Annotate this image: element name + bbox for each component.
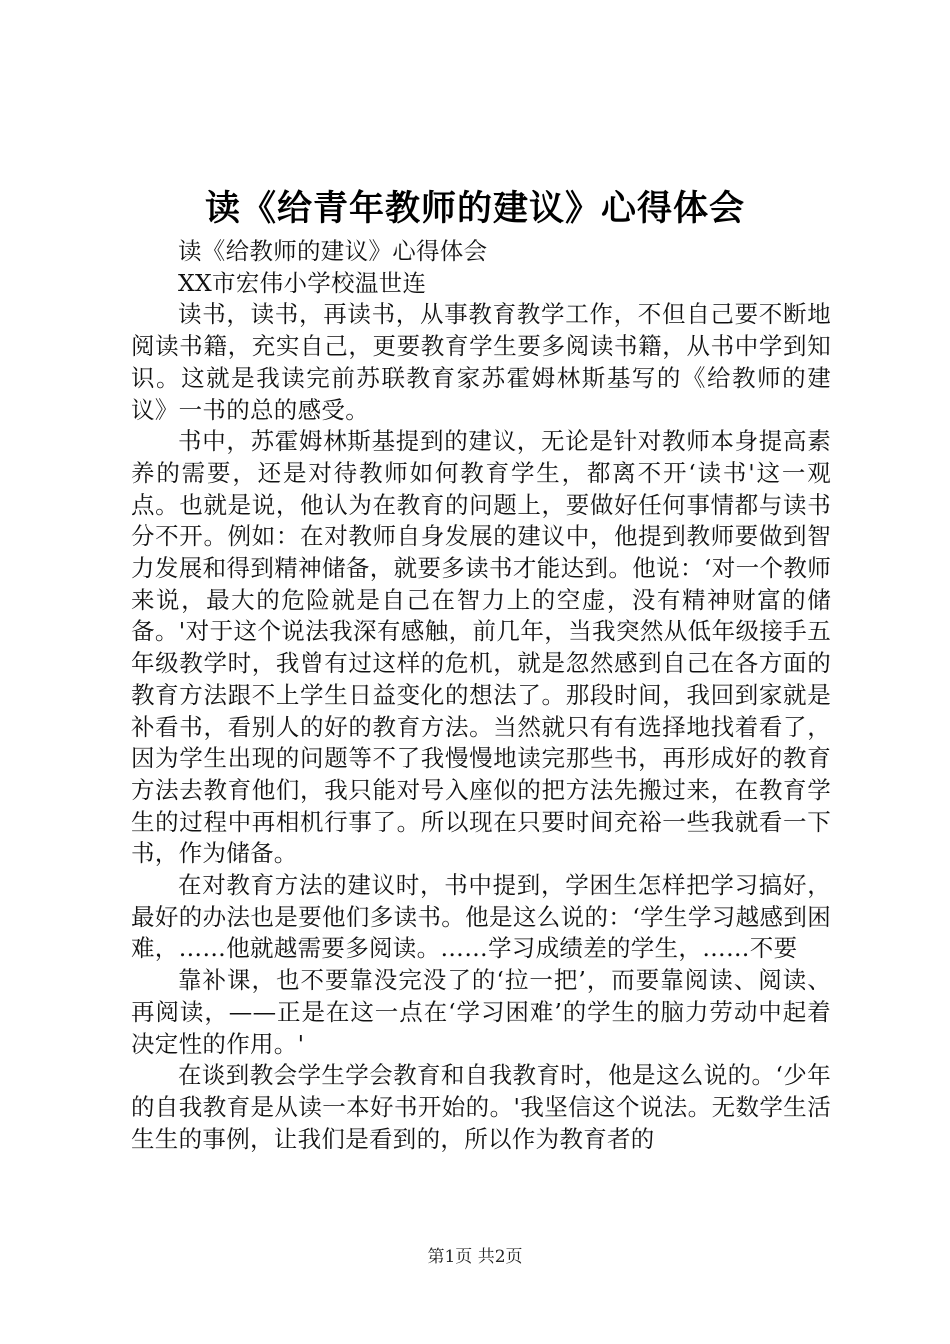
document-body <box>131 236 831 1155</box>
paragraph-4: 靠补课，也不要靠没完没了的‘拉一把’，而要靠阅读、阅读、再阅读，——正是在这一点在‘学习困难’的学生的脑力劳动中起着决定性的作用。' <box>131 966 831 1058</box>
subtitle-line: 读《给教师的建议》心得体会 <box>178 237 488 265</box>
paragraph-2: 书中，苏霍姆林斯基提到的建议，无论是针对教师本身提高素养的需要，还是对待教师如何教育学生，都离不开‘读书'这一观点。也就是说，他认为在教育的问题上，要做好任何事情都与读书分不开。例如：在对教师自身发展的建议中，他提到教师要做到智力发展和得到精神储备，就要多读书才能达到。他说：‘对一个教师来说，最大的危险就是自己在智力上的空虚，没有精神财富的储备。'对于这个说法我深有感触，前几年，当我突然从低年级接手五年级教学时，我曾有过这样的危机，就是忽然感到自己在各方面的教育方法跟不上学生日益变化的想法了。那段时间，我回到家就是补看书，看别人的好的教育方法。当然就只有有选择地找着看了，因为学生出现的问题等不了我慢慢地读完那些书，再形成好的教育方法去教育他们，我只能对号入座似的把方法先搬过来，在教育学生的过程中再相机行事了。所以现在只要时间充裕一些我就看一下书，作为储备。 <box>131 427 831 868</box>
page-number: 第1页 共2页 <box>427 1247 523 1267</box>
paragraph-1: 读书，读书，再读书，从事教育教学工作，不但自己要不断地阅读书籍，充实自己，更要教育学生要多阅读书籍，从书中学到知识。这就是我读完前苏联教育家苏霍姆林斯基写的《给教师的建议》一书的总的感受。 <box>131 300 831 424</box>
paragraph-3: 在对教育方法的建议时，书中提到，学困生怎样把学习搞好，最好的办法也是要他们多读书。他是这么说的：‘学生学习越感到困难，……他就越需要多阅读。……学习成绩差的学生，……不要 <box>131 871 831 963</box>
paragraph-5: 在谈到教会学生学会教育和自我教育时，他是这么说的。‘少年的自我教育是从读一本好书开始的。'我坚信这个说法。无数学生活生生的事例，让我们是看到的，所以作为教育者的 <box>131 1061 831 1153</box>
document-title: 读《给青年教师的建议》心得体会 <box>204 189 745 229</box>
author-line: XX市宏伟小学校温世连 <box>178 268 427 297</box>
